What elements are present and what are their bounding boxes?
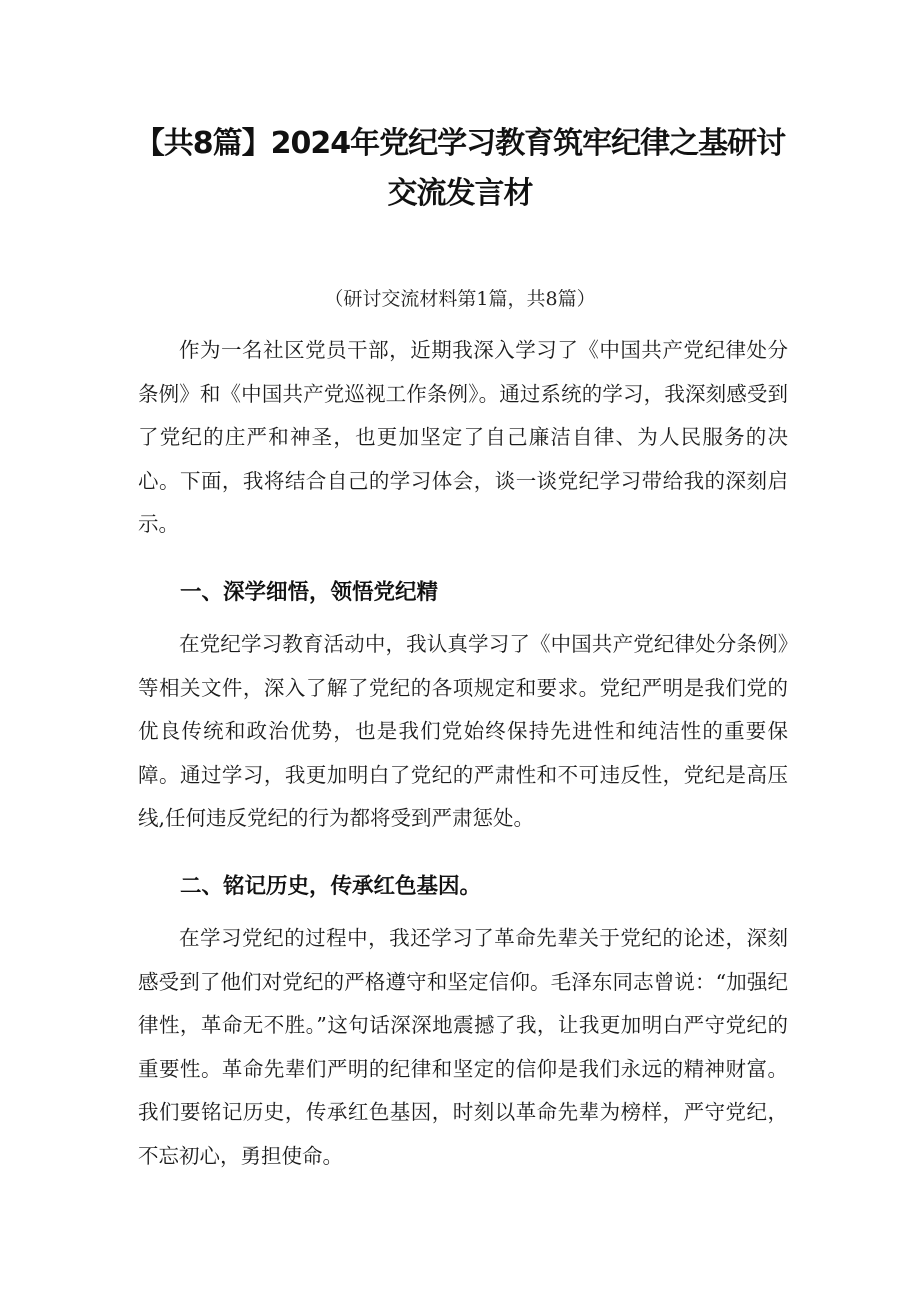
intro-paragraph: 作为一名社区党员干部，近期我深入学习了《中国共产党纪律处分条例》和《中国共产党巡视工作条例》。通过系统的学习，我深刻感受到了党纪的庄严和神圣，也更加坚定了自己廉洁自律、为人民服务的决心。下面，我将结合自己的学习体会，谈一谈党纪学习带给我的深刻启示。 <box>138 338 788 536</box>
section-1-paragraph: 在党纪学习教育活动中，我认真学习了《中国共产党纪律处分条例》等相关文件，深入了解了党纪的各项规定和要求。党纪严明是我们党的优良传统和政治优势，也是我们党始终保持先进性和纯洁性的重要保障。通过学习，我更加明白了党纪的严肃性和不可违反性，党纪是高压线,任何违反党纪的行为都将受到严肃惩处。 <box>138 632 788 830</box>
document-title-line-2: 交流发言材 <box>387 176 533 211</box>
document-title-line-1: 【共8篇】2024年党纪学习教育筑牢纪律之基研讨 <box>134 126 786 161</box>
document-subtitle: （研讨交流材料第1篇，共8篇） <box>324 288 596 310</box>
section-2-paragraph: 在学习党纪的过程中，我还学习了革命先辈关于党纪的论述，深刻感受到了他们对党纪的严格遵守和坚定信仰。毛泽东同志曾说：“加强纪律性，革命无不胜。”这句话深深地震撼了我，让我更加明白严守党纪的重要性。革命先辈们严明的纪律和坚定的信仰是我们永远的精神财富。我们要铭记历史，传承红色基因，时刻以革命先辈为榜样，严守党纪，不忘初心，勇担使命。 <box>138 926 788 1168</box>
section-heading-1: 一、深学细悟，领悟党纪精 <box>180 580 439 605</box>
section-heading-2: 二、铭记历史，传承红色基因。 <box>180 874 482 899</box>
